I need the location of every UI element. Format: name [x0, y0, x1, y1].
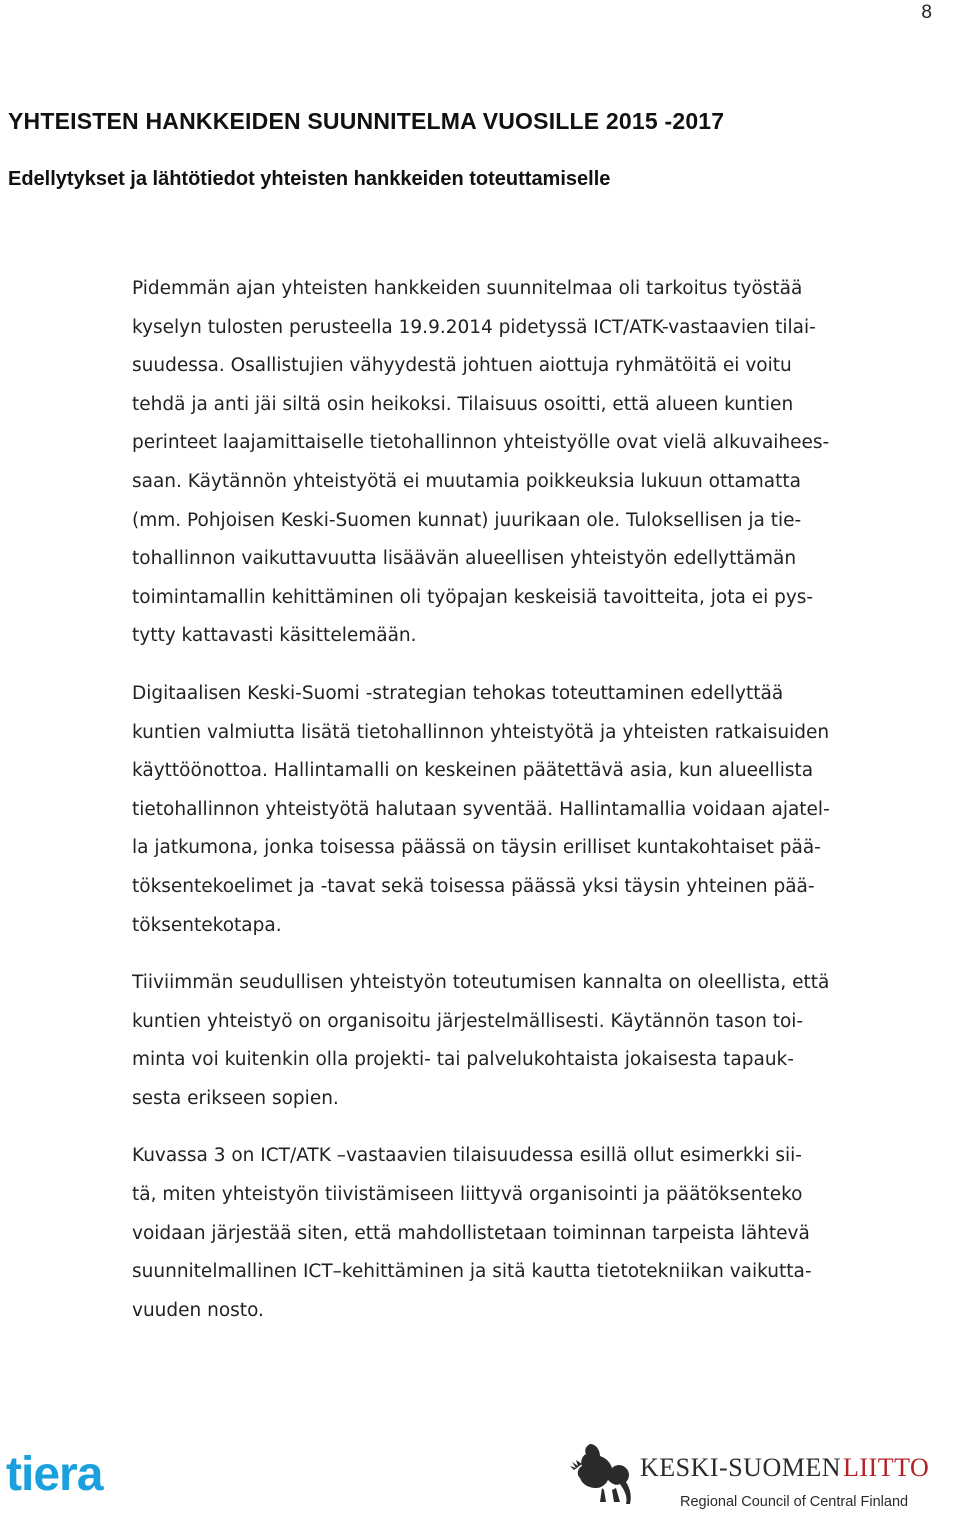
- text-line: töksentekoelimet ja -tavat sekä toisessa päässä yksi täysin yhteinen pää-: [132, 875, 815, 897]
- body-text: [132, 270, 932, 1349]
- text-line: sesta erikseen sopien.: [132, 1087, 339, 1109]
- text-line: tohallinnon vaikuttavuutta lisäävän alueellisen yhteistyön edellyttämän: [132, 548, 797, 570]
- logo-name-part2: LIITTO: [843, 1453, 930, 1482]
- text-line: kuntien yhteistyö on organisoitu järjestelmällisesti. Käytännön tason toi-: [132, 1010, 804, 1032]
- logo-tagline: Regional Council of Central Finland: [680, 1494, 909, 1510]
- text-line: suudessa. Osallistujien vähyydestä johtuen aiottuja ryhmätöitä ei voitu: [132, 355, 792, 377]
- paragraph: [132, 1137, 932, 1330]
- text-line: tietohallinnon yhteistyötä halutaan syventää. Hallintamallia voidaan ajatel-: [132, 798, 830, 820]
- text-line: tytty kattavasti käsittelemään.: [132, 625, 417, 647]
- page-number: 8: [921, 2, 932, 23]
- keski-suomen-liitto-logo: [568, 1440, 960, 1512]
- text-line: voidaan järjestää siten, että mahdollistetaan toiminnan tarpeista lähtevä: [132, 1222, 810, 1244]
- text-line: käyttöönottoa. Hallintamalli on keskeinen päätettävä asia, kun alueellista: [132, 760, 814, 782]
- text-line: (mm. Pohjoisen Keski-Suomen kunnat) juurikaan ole. Tuloksellisen ja tie-: [132, 509, 802, 531]
- text-line: minta voi kuitenkin olla projekti- tai palvelukohtaista jokaisesta tapauk-: [132, 1049, 794, 1071]
- text-line: Pidemmän ajan yhteisten hankkeiden suunnitelmaa oli tarkoitus työstää: [132, 278, 803, 299]
- text-line: tehdä ja anti jäi siltä osin heikoksi. Tilaisuus osoitti, että alueen kuntien: [132, 393, 794, 415]
- text-line: saan. Käytännön yhteistyötä ei muutamia poikkeuksia lukuun ottamatta: [132, 470, 801, 492]
- text-line: la jatkumona, jonka toisessa päässä on täysin erilliset kuntakohtaiset pää-: [132, 837, 821, 859]
- text-line: töksentekotapa.: [132, 914, 282, 936]
- logo-name-part1: KESKI-SUOMEN: [640, 1453, 841, 1482]
- paragraph: [132, 270, 932, 656]
- section-subtitle: Edellytykset ja lähtötiedot yhteisten hankkeiden toteuttamiselle: [8, 168, 611, 190]
- text-line: perinteet laajamittaiselle tietohallinnon yhteistyölle ovat vielä alkuvaihees-: [132, 432, 830, 454]
- logo-graphic: [568, 1440, 960, 1512]
- text-line: Digitaalisen Keski-Suomi -strategian tehokas toteuttaminen edellyttää: [132, 682, 784, 704]
- text-line: tä, miten yhteistyön tiivistämiseen liittyvä organisointi ja päätöksenteko: [132, 1184, 803, 1206]
- text-line: kyselyn tulosten perusteella 19.9.2014 pidetyssä ICT/ATK-vastaavien tilai-: [132, 316, 816, 338]
- text-line: Kuvassa 3 on ICT/ATK –vastaavien tilaisuudessa esillä ollut esimerkki sii-: [132, 1145, 802, 1167]
- text-line: Tiiviimmän seudullisen yhteistyön toteutumisen kannalta on oleellista, että: [132, 972, 830, 994]
- text-line: vuuden nosto.: [132, 1299, 264, 1321]
- paragraph: [132, 675, 932, 945]
- document-title: YHTEISTEN HANKKEIDEN SUUNNITELMA VUOSILLE 2015 -2017: [8, 108, 725, 134]
- text-line: toimintamallin kehittäminen oli työpajan keskeisiä tavoitteita, jota ei pys-: [132, 586, 814, 608]
- tiera-logo-text: tiera: [6, 1448, 103, 1501]
- text-line: kuntien valmiutta lisätä tietohallinnon yhteistyötä ja yhteisten ratkaisuiden: [132, 721, 830, 743]
- text-line: suunnitelmallinen ICT–kehittäminen ja sitä kautta tietotekniikan vaikutta-: [132, 1261, 812, 1283]
- tiera-logo: [6, 1448, 136, 1504]
- paragraph: [132, 964, 932, 1118]
- capercaillie-bird-icon: [570, 1444, 631, 1504]
